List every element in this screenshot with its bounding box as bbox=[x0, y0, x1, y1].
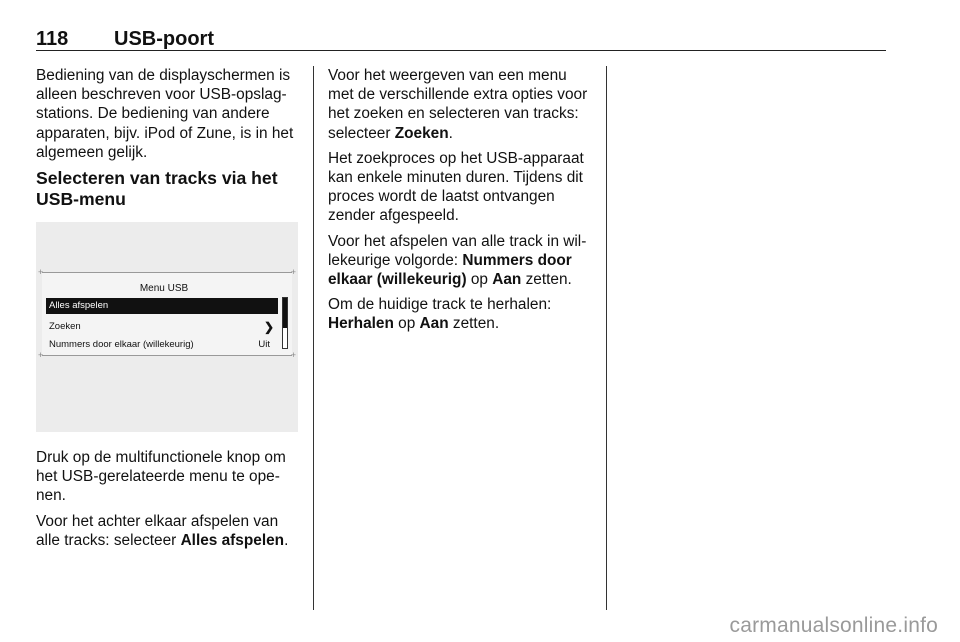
running-title: USB-poort bbox=[114, 28, 214, 50]
usb-menu-screen bbox=[38, 267, 296, 361]
column-divider bbox=[313, 66, 314, 610]
column-divider bbox=[606, 66, 607, 610]
page-number: 118 bbox=[36, 28, 69, 50]
ui-term: Aan bbox=[419, 315, 449, 333]
menu-item-shuffle[interactable] bbox=[46, 337, 278, 353]
ui-term: Aan bbox=[492, 271, 522, 289]
intro-paragraph: Bediening van de displayschermen is alleen beschreven voor USB-opslagstations. De bediening van andere apparaten, bijv. iPod of Zune, is in het algemeen gelijk. bbox=[36, 67, 294, 161]
menu-item-label: Zoeken bbox=[49, 321, 81, 333]
page-header bbox=[36, 28, 886, 51]
usb-menu-figure bbox=[36, 222, 298, 432]
menu-item-label: Nummers door elkaar (willekeurig) bbox=[49, 339, 194, 351]
screen-corner-mark: + bbox=[38, 350, 44, 361]
paragraph: Voor het weergeven van een menu met de verschillende extra opties voor het zoeken en selecteren van tracks: selecteer Zoeken. bbox=[328, 67, 588, 142]
paragraph: Voor het afspelen van alle track in willekeurige volgorde: Nummers door elkaar (willekeurig) op Aan zetten. bbox=[328, 232, 587, 289]
menu-scrollbar[interactable] bbox=[282, 297, 288, 349]
screen-corner-mark: + bbox=[38, 267, 44, 278]
paragraph: Voor het achter elkaar afspelen van alle tracks: selecteer Alles afspelen. bbox=[36, 512, 289, 549]
ui-term: Herhalen bbox=[328, 315, 394, 333]
paragraph: Druk op de multifunctionele knop om het USB-gerelateerde menu te openen. bbox=[36, 449, 286, 505]
ui-term: Zoeken bbox=[394, 124, 449, 142]
menu-title: Menu USB bbox=[139, 283, 189, 295]
scrollbar-thumb[interactable] bbox=[283, 298, 287, 328]
ui-term: Nummers door elkaar (willekeurig) bbox=[328, 251, 572, 289]
watermark: carmanualsonline.info bbox=[729, 614, 938, 637]
ui-term: Alles afspelen bbox=[180, 531, 285, 549]
screen-corner-mark: + bbox=[290, 350, 296, 361]
section-heading: Selecteren van tracks via het USB-menu bbox=[36, 168, 278, 210]
menu-item-label: Alles afspelen bbox=[49, 300, 109, 312]
menu-item-zoeken[interactable] bbox=[46, 319, 278, 335]
chevron-right-icon: ❯ bbox=[263, 320, 274, 335]
menu-item-value: Uit bbox=[258, 339, 270, 351]
paragraph: Om de huidige track te herhalen: Herhalen op Aan zetten. bbox=[328, 296, 552, 333]
column-middle bbox=[328, 66, 596, 340]
menu-item-alles-afspelen[interactable] bbox=[46, 298, 278, 314]
column-left bbox=[36, 66, 298, 556]
paragraph: Het zoekproces op het USB-apparaat kan enkele minuten duren. Tijdens dit proces wordt de laatst ontvangen zender afgespeeld. bbox=[328, 149, 584, 225]
screen-corner-mark: + bbox=[290, 267, 296, 278]
